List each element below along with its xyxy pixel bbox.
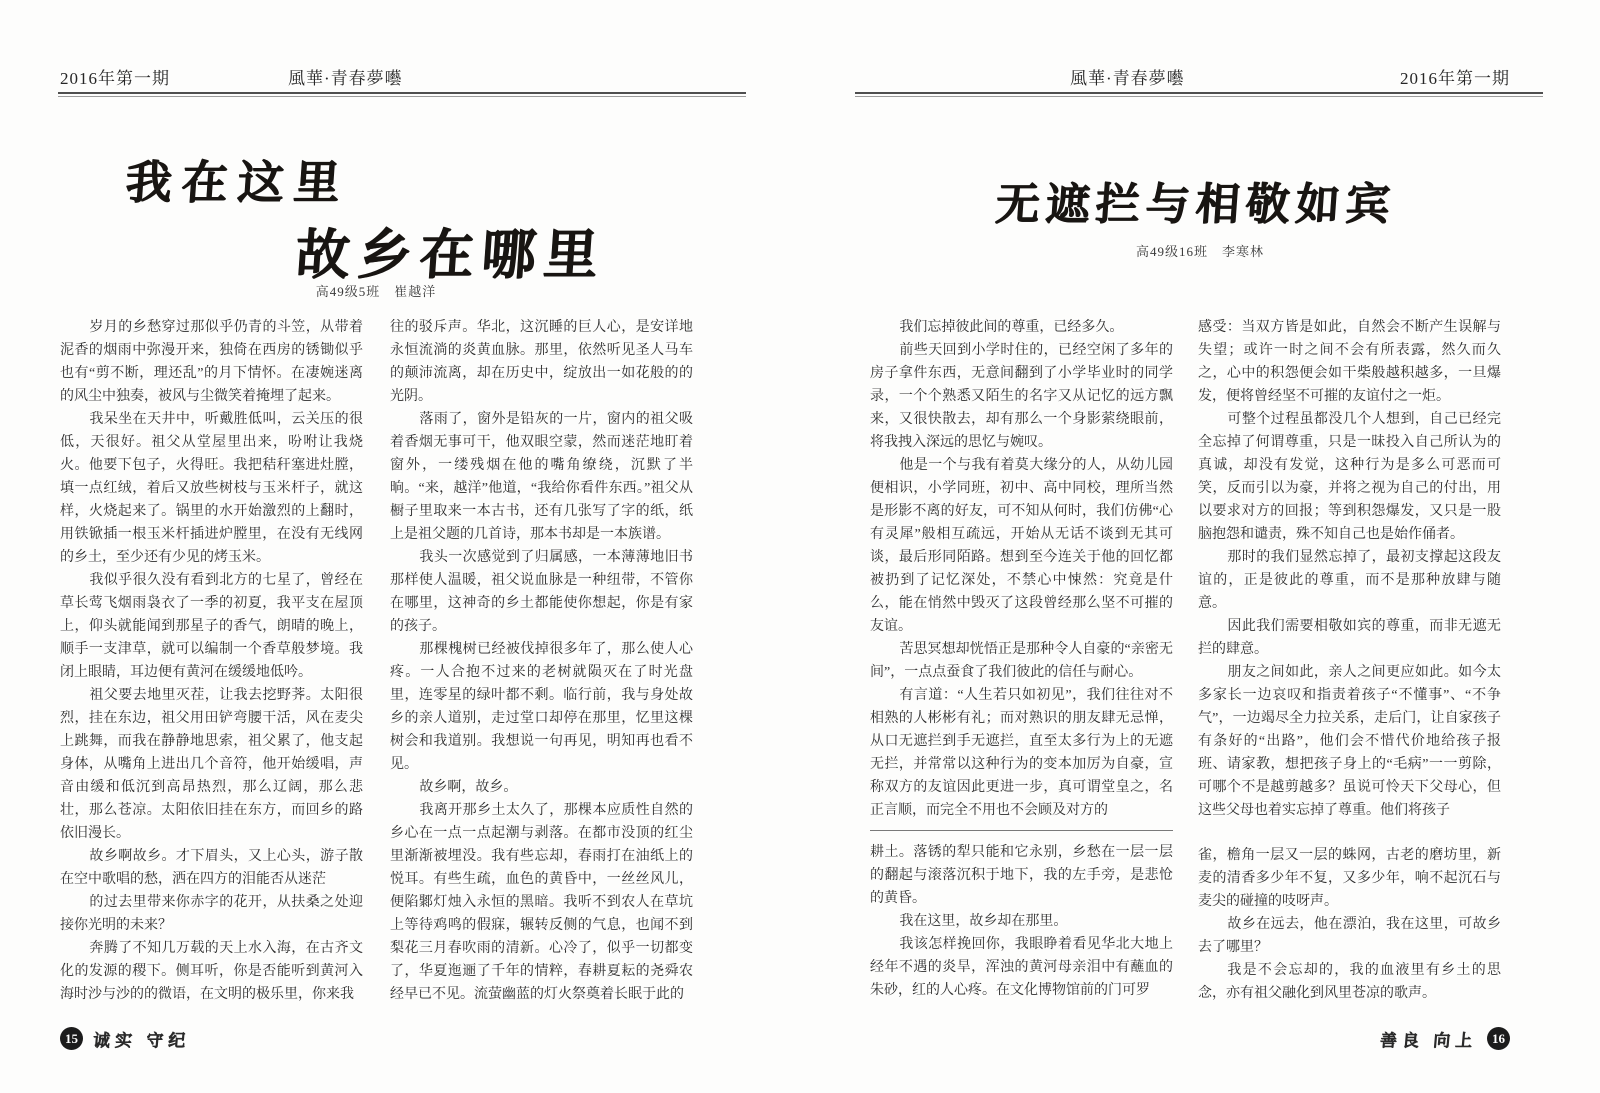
paragraph: 雀，檐角一层又一层的蛛网，古老的磨坊里，新麦的清香多少年不复，又多少年，响不起沉石与麦尖的碰撞的吱呀声。	[1198, 848, 1501, 909]
right-page-column-2	[1198, 316, 1501, 1028]
paragraph: 的过去里带来你赤字的花开，从扶桑之处迎接你光明的未来？	[60, 895, 363, 933]
paragraph: 耕土。落锈的犁只能和它永别，乡愁在一层一层的翻起与滚落沉积于地下，我的左手旁，是悲怆的黄昏。	[870, 845, 1173, 906]
left-page-column-2	[390, 316, 693, 1006]
paragraph: 奔腾了不知几万载的天上水入海，在古齐文化的发源的稷下。侧耳听，你是否能听到黄河入海时沙与沙的的微语，在文明的极乐里，你来我	[60, 941, 363, 1002]
header-issue: 2016年第一期	[60, 69, 170, 88]
header-journal-title: 風華·青春夢囈	[288, 69, 403, 88]
paragraph: 前些天回到小学时住的，已经空闲了多年的房子拿件东西，无意间翻到了小学毕业时的同学录，一个个熟悉又陌生的名字又从记忆的远方飘来，又很快散去，却有那么一个身影萦绕眼前，将我拽入深远的思忆与婉叹。	[870, 343, 1173, 450]
paragraph: 我在这里，故乡却在那里。	[899, 914, 1068, 929]
right-page-column-1	[870, 316, 1173, 1028]
essay1-title-line2: 故乡在哪里	[293, 225, 608, 285]
paragraph: 他是一个与我有着莫大缘分的人，从幼儿园便相识，小学同班，初中、高中同校，理所当然是形影不离的好友，可不知从何时，我们仿佛“心有灵犀”般相互疏远，开始从无话不谈到无其可谈，最后形同陌路。想到至今连关于他的回忆都被扔到了记忆深处，不禁心中悚然：究竟是什么，能在悄然中毁灭了这段曾经那么坚不可摧的友谊。	[870, 458, 1173, 634]
header-journal-title: 風華·青春夢囈	[1070, 69, 1185, 88]
page-right	[800, 0, 1600, 1093]
paragraph: 落雨了，窗外是铅灰的一片，窗内的祖父吸着香烟无事可干，他双眼空蒙，然而迷茫地盯着窗外，一缕残烟在他的嘴角缭绕，沉默了半晌。“来，越洋”他道，“我给你看件东西。”祖父从橱子里取来一本古书，还有几张写了字的纸，纸上是祖父题的几首诗，那本书却是一本族谱。	[390, 412, 693, 542]
paragraph: 祖父要去地里灭茬，让我去挖野荠。太阳很烈，挂在东边，祖父用田铲弯腰干活，风在麦尖上跳舞，而我在静静地思索，祖父累了，他支起身体，从嘴角上进出几个音符，他开始缓唱，声音由缓和低沉到高昂热烈，那么辽阔，那么悲壮，那么苍凉。太阳依旧挂在东方，而回乡的路依旧漫长。	[60, 688, 363, 841]
footer-motto: 善良 向上	[1378, 1031, 1478, 1050]
essay1-title-line1: 我在这里	[123, 157, 352, 208]
essay1-byline: 高49级5班 崔越洋	[315, 284, 437, 299]
paragraph: 我似乎很久没有看到北方的七星了，曾经在草长莺飞烟雨袅衣了一季的初夏，我平支在屋顶上，仰头就能闻到那星子的香气，朗晴的晚上，顺手一支津草，就可以编制一个香草般梦境。我闭上眼睛，耳边便有黄河在缓缓地低吟。	[60, 573, 363, 680]
paragraph: 故乡啊故乡。才下眉头，又上心头，游子散在空中歌唱的愁，洒在四方的泪能否从迷茫	[60, 849, 363, 887]
essay2-text-block	[1198, 316, 1501, 822]
paragraph: 往的驳斥声。华北，这沉睡的巨人心，是安详地永恒流淌的炎黄血脉。那里，依然听见圣人马车的颠沛流离，却在历史中，绽放出一如花般的的光阴。	[390, 320, 693, 404]
left-page-footer	[60, 1026, 190, 1051]
paragraph: 我们忘掉彼此间的尊重，已经多久。	[899, 320, 1124, 335]
paragraph: 我该怎样挽回你，我眼睁着看见华北大地上经年不遇的炎旱，浑浊的黄河母亲泪中有蘸血的朱砂，红的人心疼。在文化博物馆前的门可罗	[870, 937, 1173, 998]
header-rule	[855, 92, 1543, 94]
paragraph: 那棵槐树已经被伐掉很多年了，那么使人心疼。一人合抱不过来的老树就陨灭在了时光盘里，连零星的绿叶都不剩。临行前，我与身处故乡的亲人道别，走过堂口却停在那里，忆里这棵树会和我道别。我想说一句再见，明知再也看不见。	[390, 642, 693, 772]
paragraph: 我是不会忘却的，我的血液里有乡土的思念，亦有祖父融化到风里苍凉的歌声。	[1198, 963, 1501, 1001]
paragraph: 我头一次感觉到了归属感，一本薄薄地旧书那样使人温暖，祖父说血脉是一种纽带，不管你在哪里，这神奇的乡土都能使你想起，你是有家的孩子。	[390, 550, 693, 634]
essay1-continuation-block	[1198, 844, 1501, 1005]
paragraph: 因此我们需要相敬如宾的尊重，而非无遮无拦的肆意。	[1198, 619, 1501, 657]
paragraph: 那时的我们显然忘掉了，最初支撑起这段友谊的，正是彼此的尊重，而不是那种放肆与随意。	[1198, 550, 1501, 611]
paragraph: 朋友之间如此，亲人之间更应如此。如今太多家长一边哀叹和指责着孩子“不懂事”、“不争气”，一边竭尽全力拉关系，走后门，让自家孩子有条好的“出路”，他们会不惜代价地给孩子报班、请家教，想把孩子身上的“毛病”一一剪除，可哪个不是越剪越多？虽说可怜天下父母心，但这些父母也着实忘掉了尊重。他们将孩子	[1198, 665, 1501, 818]
footer-motto: 诚实 守纪	[91, 1031, 191, 1050]
paragraph: 有言道：“人生若只如初见”，我们往往对不相熟的人彬彬有礼；而对熟识的朋友肆无忌惮，从口无遮拦到手无遮拦，直至太多行为上的无遮无拦，并常常以这种行为的变本加厉为自豪，宣称双方的友谊因此更进一步，真可谓堂皇之，名正言顺，而完全不用也不会顾及对方的	[870, 688, 1173, 818]
essay1-continuation-block	[870, 841, 1173, 1002]
left-page-column-1	[60, 316, 363, 1006]
paragraph: 苦思冥想却恍悟正是那种令人自豪的“亲密无间”，一点点蚕食了我们彼此的信任与耐心。	[870, 642, 1173, 680]
page-number-badge: 15	[60, 1027, 83, 1050]
page-number-badge: 16	[1487, 1027, 1510, 1050]
header-issue: 2016年第一期	[1400, 69, 1510, 88]
right-page-footer	[1380, 1026, 1510, 1051]
paragraph: 感受：当双方皆是如此，自然会不断产生误解与失望；或许一时之间不会有所表露，然久而久之，心中的积怨便会如干柴般越积越多，一旦爆发，便将曾经坚不可摧的友谊付之一炬。	[1198, 320, 1501, 404]
essay2-text-block	[870, 316, 1173, 822]
paragraph: 可整个过程虽都没几个人想到，自己已经完全忘掉了何谓尊重，只是一昧投入自己所认为的真诚，却没有发觉，这种行为是多么可恶而可笑，反而引以为豪，并将之视为自己的付出，用以要求对方的回报；等到积怨爆发，又只是一股脑抱怨和谴责，殊不知自己也是始作俑者。	[1198, 412, 1501, 542]
section-divider	[870, 830, 1173, 831]
paragraph: 我离开那乡土太久了，那棵本应质性自然的乡心在一点一点起潮与剥落。在都市没顶的红尘里渐渐被埋没。我有些忘却，春雨打在油纸上的悦耳。有些生疏，血色的黄昏中，一丝丝风儿，便陷鄹灯烛入永恒的黑暗。我听不到农人在草坑上等待鸡鸣的假寐，辗转反侧的气息，也闻不到梨花三月春吹雨的清新。心冷了，似乎一切都变了，华夏迤逦了千年的情粹，春耕夏耘的尧舜农经早已不见。流萤幽蓝的灯火祭奠着长眠于此的	[390, 803, 693, 1002]
essay2-byline: 高49级16班 李寒林	[1135, 244, 1264, 259]
paragraph: 岁月的乡愁穿过那似乎仍青的斗笠，从带着泥香的烟雨中弥漫开来，独倚在西房的锈锄似乎也有“剪不断，理还乱”的月下情怀。在凄婉迷离的风尘中独奏，被风与尘微笑着掩埋了起来。	[60, 320, 363, 404]
paragraph: 故乡在远去，他在漂泊，我在这里，可故乡去了哪里？	[1198, 917, 1501, 955]
header-rule	[58, 92, 746, 94]
paragraph: 故乡啊，故乡。	[419, 780, 518, 795]
paragraph: 我呆坐在天井中，听戴胜低叫，云关压的很低，天很好。祖父从堂屋里出来，吩咐让我烧火。他要下包子，火得旺。我把秸秆塞进灶膛，填一点红绒，着后又放些树枝与玉米杆子，就这样，火烧起来了。锅里的水开始激烈的上翻时，用铁锨插一根玉米杆插进炉膛里，在没有无线网的乡土，至少还有少见的烤玉米。	[60, 412, 363, 565]
essay2-title: 无遮拦与相敬如宾	[993, 180, 1398, 229]
